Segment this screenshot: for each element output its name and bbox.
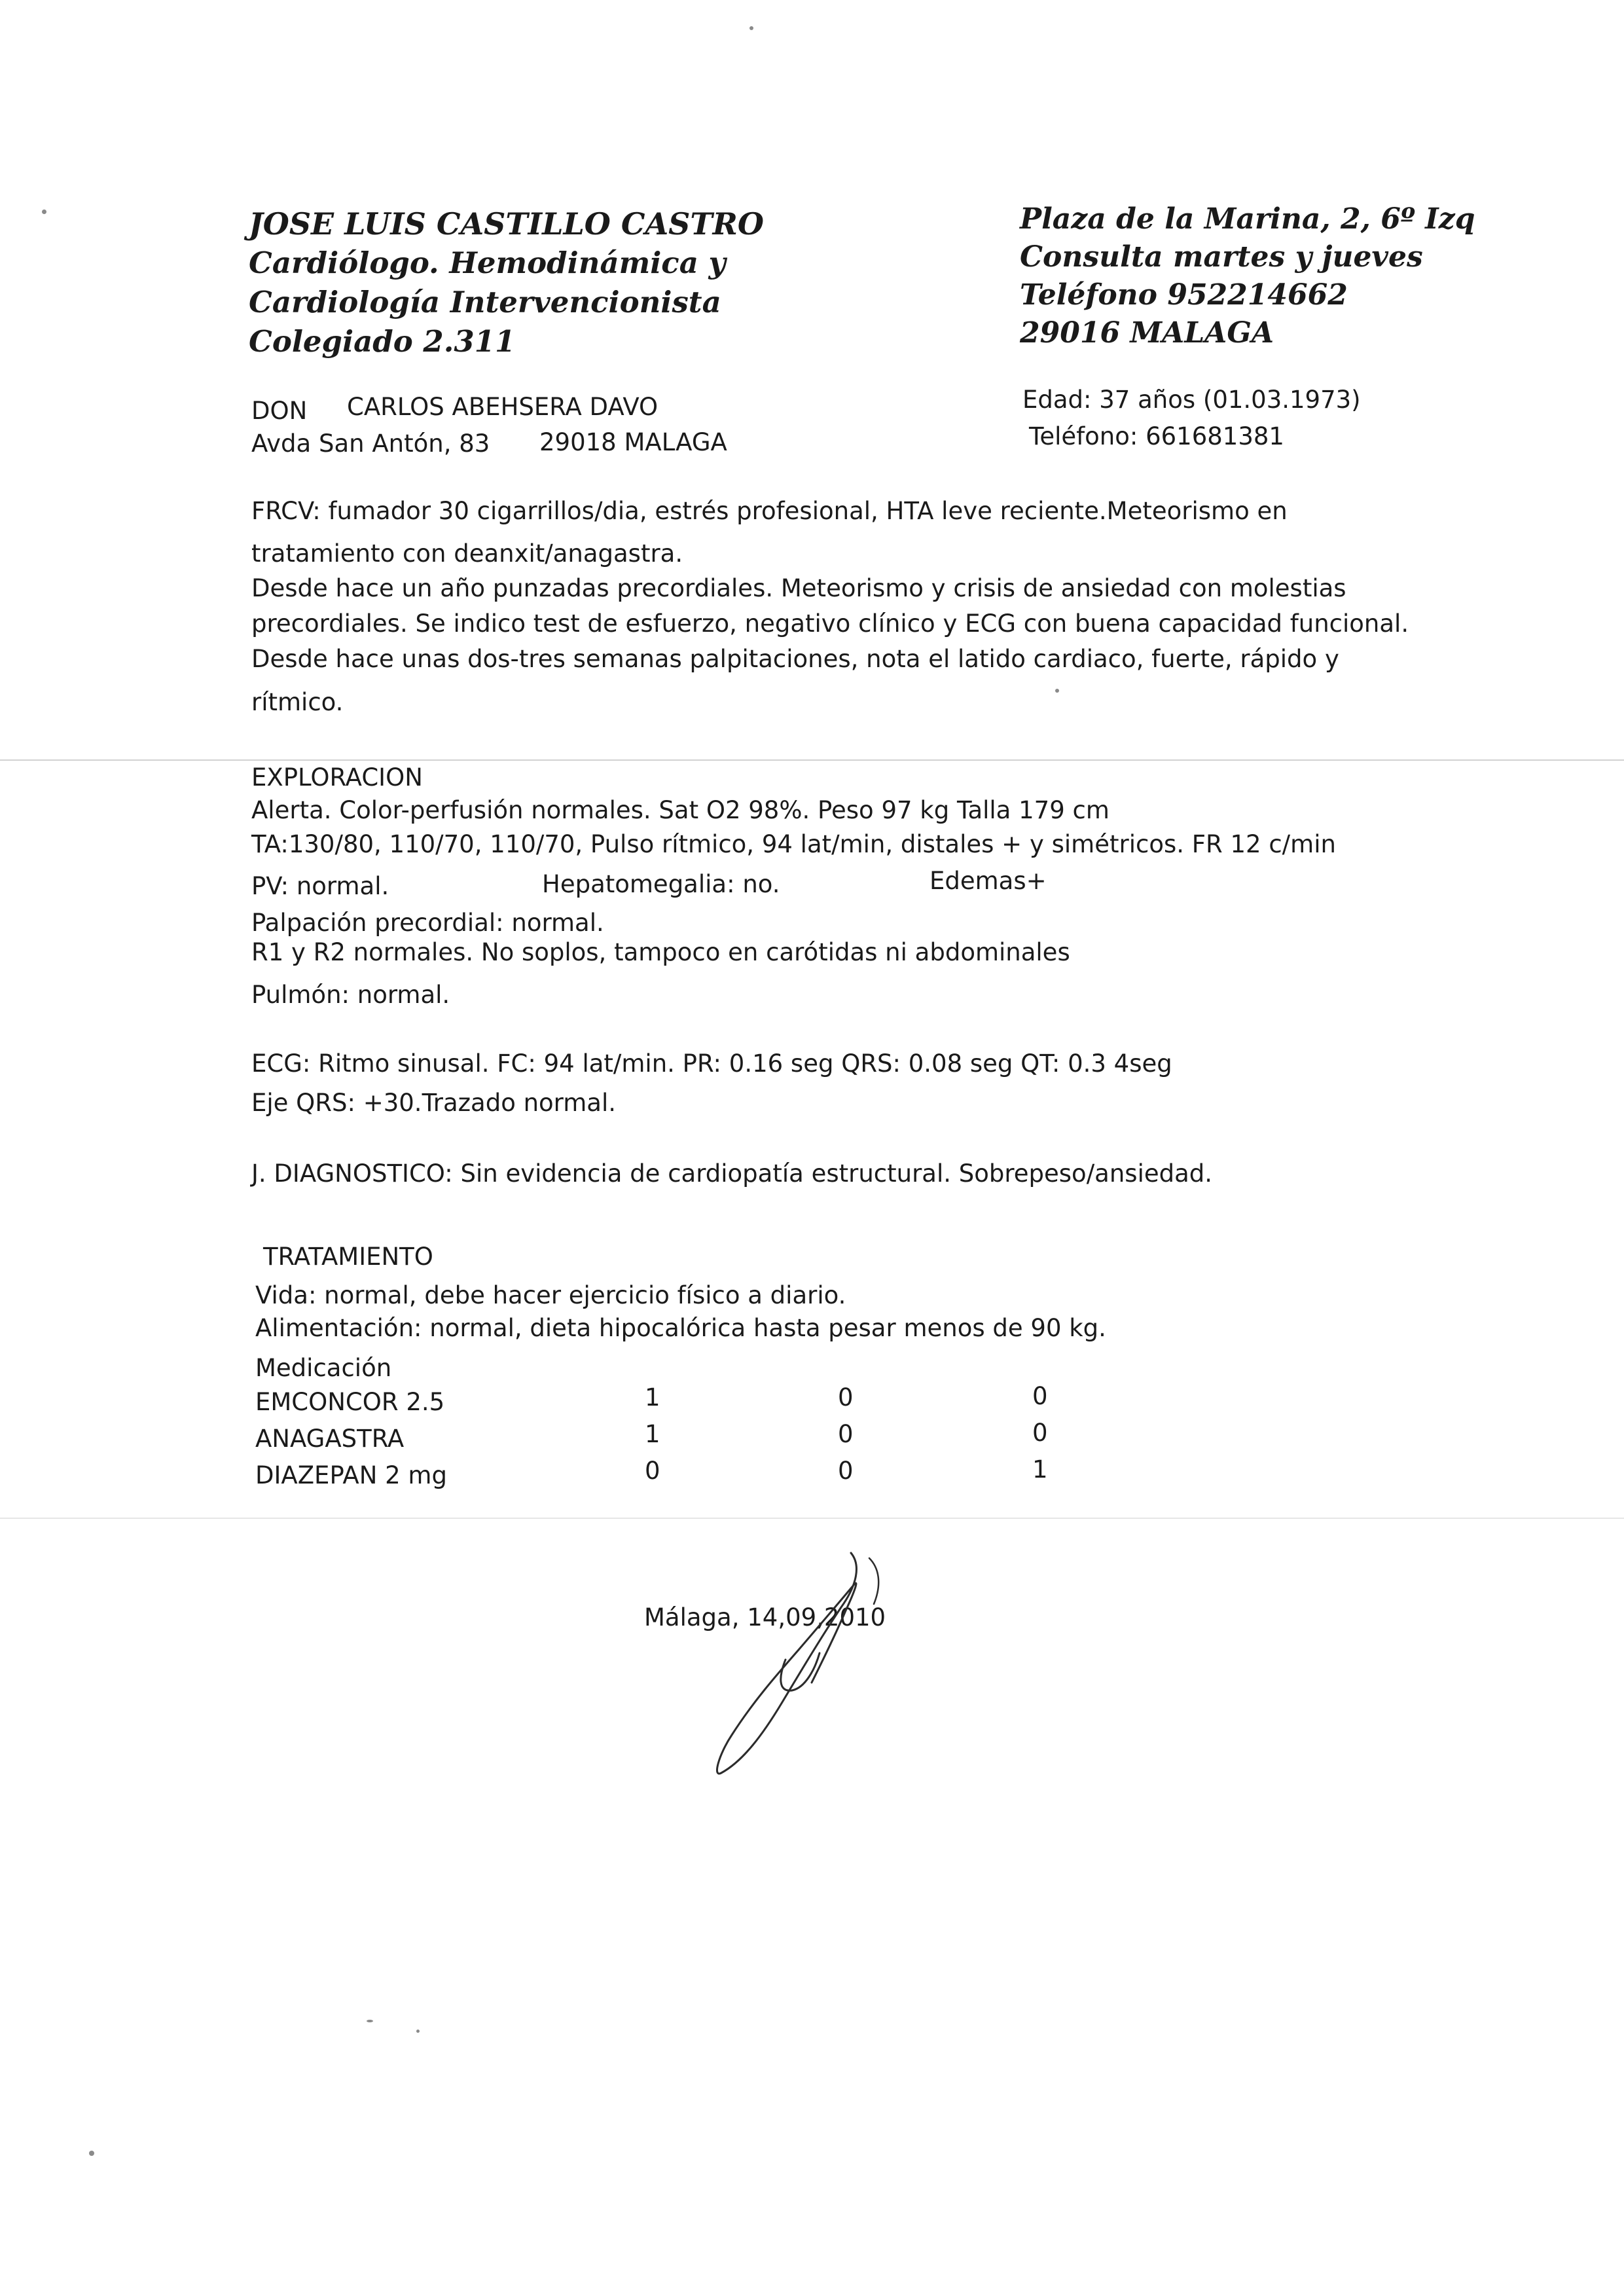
place-date: Málaga, 14,09,2010 <box>644 1603 886 1631</box>
scan-speck <box>1055 689 1059 693</box>
medication-morning-dose: 1 <box>645 1420 660 1448</box>
signature-stroke <box>869 1558 878 1604</box>
patient-phone: Teléfono: 661681381 <box>1029 422 1284 450</box>
treatment-diet: Alimentación: normal, dieta hipocalórica hasta pesar menos de 90 kg. <box>255 1314 1106 1342</box>
doctor-license: Colegiado 2.311 <box>249 324 516 359</box>
signature-stroke <box>717 1553 856 1774</box>
history-line: rítmico. <box>251 688 344 716</box>
scan-speck <box>367 2020 373 2022</box>
medication-names <box>255 1384 447 1494</box>
doctor-specialty-line1: Cardiólogo. Hemodinámica y <box>249 246 726 280</box>
treatment-life: Vida: normal, debe hacer ejercicio físico a diario. <box>255 1281 846 1309</box>
medication-name: DIAZEPAN 2 mg <box>255 1461 447 1489</box>
ecg-line: Eje QRS: +30.Trazado normal. <box>251 1089 617 1117</box>
office-header <box>1020 200 1609 352</box>
history-line: precordiales. Se indico test de esfuerzo, negativo clínico y ECG con buena capacidad funcional. <box>251 610 1409 638</box>
office-phone: Teléfono 952214662 <box>1020 278 1348 312</box>
patient-name: CARLOS ABEHSERA DAVO <box>347 393 659 421</box>
medication-label: Medicación <box>255 1354 392 1382</box>
history-line: Desde hace un año punzadas precordiales. Meteorismo y crisis de ansiedad con molestias <box>251 574 1346 602</box>
history-line: Desde hace unas dos-tres semanas palpitaciones, nota el latido cardiaco, fuerte, rápido y <box>251 645 1339 673</box>
treatment-heading: TRATAMIENTO <box>263 1243 433 1271</box>
medication-night-dose: 0 <box>1032 1419 1048 1447</box>
scan-line-artifact <box>0 1518 1624 1519</box>
exploration-line: R1 y R2 normales. No soplos, tampoco en carótidas ni abdominales <box>251 938 1070 966</box>
scan-speck <box>42 210 46 214</box>
medication-morning-dose: 1 <box>645 1383 660 1412</box>
medication-noon-col <box>838 1379 854 1489</box>
scan-speck <box>89 2151 94 2156</box>
exploration-line: TA:130/80, 110/70, 110/70, Pulso rítmico, 94 lat/min, distales + y simétricos. FR 12 c/min <box>251 830 1336 858</box>
medication-name: ANAGASTRA <box>255 1425 405 1453</box>
diagnosis-text: Sin evidencia de cardiopatía estructural. Sobrepeso/ansiedad. <box>460 1159 1213 1188</box>
ecg-line: ECG: Ritmo sinusal. FC: 94 lat/min. PR: 0.16 seg QRS: 0.08 seg QT: 0.3 4seg <box>251 1049 1172 1078</box>
medication-morning-col <box>645 1379 660 1489</box>
medication-night-dose: 0 <box>1032 1382 1048 1410</box>
scan-speck <box>749 26 753 30</box>
exploration-edemas: Edemas+ <box>929 867 1047 895</box>
exploration-heading: EXPLORACION <box>251 763 423 792</box>
diagnosis-line <box>251 1159 1212 1189</box>
signature <box>707 1545 923 1794</box>
history-line: FRCV: fumador 30 cigarrillos/dia, estrés profesional, HTA leve reciente.Meteorismo en <box>251 497 1288 525</box>
doctor-name: JOSE LUIS CASTILLO CASTRO <box>249 206 764 242</box>
medication-noon-dose: 0 <box>838 1420 854 1448</box>
office-hours: Consulta martes y jueves <box>1020 240 1423 274</box>
exploration-line: Pulmón: normal. <box>251 981 450 1009</box>
medication-night-col <box>1032 1378 1048 1488</box>
patient-street: Avda San Antón, 83 <box>251 429 490 458</box>
medication-night-dose: 1 <box>1032 1455 1048 1484</box>
exploration-hepatomegalia: Hepatomegalia: no. <box>542 870 780 898</box>
patient-title: DON <box>251 397 308 425</box>
doctor-specialty-line2: Cardiología Intervencionista <box>249 285 721 319</box>
scan-speck <box>416 2030 420 2033</box>
diagnosis-label: J. DIAGNOSTICO: <box>251 1159 453 1188</box>
medication-noon-dose: 0 <box>838 1383 854 1412</box>
doctor-header <box>249 204 969 361</box>
office-address: Plaza de la Marina, 2, 6º Izq <box>1020 202 1475 236</box>
medication-morning-dose: 0 <box>645 1457 660 1485</box>
history-line: tratamiento con deanxit/anagastra. <box>251 539 683 568</box>
scan-line-artifact <box>0 759 1624 761</box>
patient-postal-city: 29018 MALAGA <box>539 428 727 456</box>
exploration-line: Alerta. Color-perfusión normales. Sat O2 98%. Peso 97 kg Talla 179 cm <box>251 796 1110 824</box>
medication-noon-dose: 0 <box>838 1457 854 1485</box>
exploration-line: Palpación precordial: normal. <box>251 909 604 937</box>
exploration-pv: PV: normal. <box>251 872 389 900</box>
patient-age: Edad: 37 años (01.03.1973) <box>1022 386 1361 414</box>
office-city: 29016 MALAGA <box>1020 316 1274 350</box>
medication-name: EMCONCOR 2.5 <box>255 1388 445 1416</box>
